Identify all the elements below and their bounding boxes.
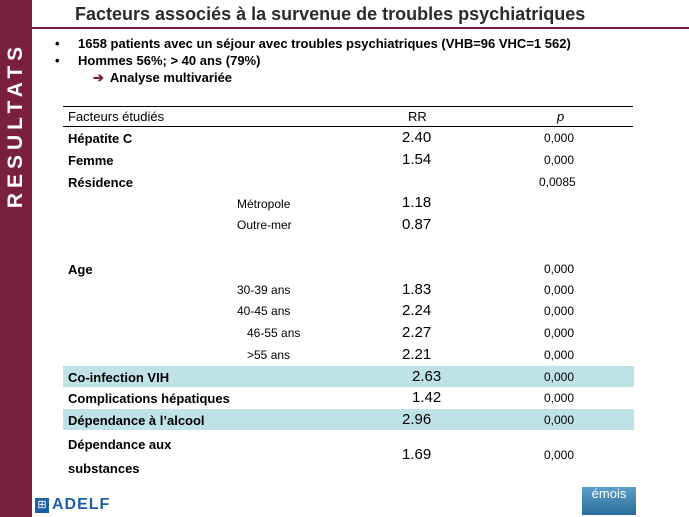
rr-value: 1.18 <box>402 194 432 211</box>
header-rr: RR <box>408 109 427 124</box>
sub-point-text: Analyse multivariée <box>109 70 233 85</box>
sub-point <box>55 69 571 86</box>
rr-value: 0.87 <box>402 216 432 233</box>
p-value: 0,000 <box>544 283 575 297</box>
p-value: 0,000 <box>544 326 575 340</box>
bullet-item <box>55 52 571 69</box>
rr-value: 1.69 <box>402 446 432 463</box>
rr-value: 2.96 <box>402 411 432 428</box>
rr-value: 2.27 <box>402 324 432 341</box>
bullet-item <box>55 35 571 52</box>
row-label-age: Age <box>68 262 93 277</box>
row-label-age-46-55: 46-55 ans <box>247 326 301 340</box>
p-value: 0,000 <box>544 348 575 362</box>
p-value: 0,0085 <box>539 175 576 189</box>
p-value: 0,000 <box>544 304 575 318</box>
row-label-substances-line2: substances <box>68 461 140 476</box>
rr-value: 2.63 <box>412 368 442 385</box>
p-value: 0,000 <box>544 262 575 276</box>
bullet-dot: • <box>55 53 60 68</box>
bullet-dot: • <box>55 36 60 51</box>
p-value: 0,000 <box>544 413 575 427</box>
adelf-logo-text: ADELF <box>52 496 111 513</box>
p-value: 0,000 <box>544 370 575 384</box>
row-label-residence: Résidence <box>68 175 134 190</box>
p-value: 0,000 <box>544 448 575 462</box>
p-value: 0,000 <box>544 131 575 145</box>
sidebar-band <box>0 0 32 517</box>
header-p: p <box>557 109 565 124</box>
row-label-substances-line1: Dépendance aux <box>68 437 172 452</box>
rr-value: 1.54 <box>402 151 432 168</box>
p-value: 0,000 <box>544 153 575 167</box>
table-top-rule <box>63 106 633 107</box>
section-label: RESULTATS <box>4 41 27 209</box>
row-label-age-40-45: 40-45 ans <box>237 304 291 318</box>
row-label-vih: Co-infection VIH <box>68 370 170 385</box>
adelf-logo <box>35 496 110 514</box>
emois-logo <box>582 487 636 515</box>
row-label-age-55: >55 ans <box>247 348 291 362</box>
bullet-text: Hommes 56%; > 40 ans (79%) <box>78 53 261 68</box>
arrow-icon: ➔ <box>93 70 104 85</box>
header-factor: Facteurs étudiés <box>68 109 165 124</box>
rr-value: 1.83 <box>402 281 432 298</box>
rr-value: 2.40 <box>402 129 432 146</box>
bullet-list <box>55 35 571 86</box>
row-label-alcool: Dépendance à l’alcool <box>68 413 205 428</box>
p-value: 0,000 <box>544 391 575 405</box>
rr-value: 2.24 <box>402 302 432 319</box>
rr-value: 1.42 <box>412 389 442 406</box>
bullet-text: 1658 patients avec un séjour avec troubles psychiatriques (VHB=96 VHC=1 562) <box>78 36 571 51</box>
table-header-rule <box>63 126 633 127</box>
rr-value: 2.21 <box>402 346 432 363</box>
row-label-metropole: Métropole <box>237 197 291 211</box>
row-label-outremer: Outre-mer <box>237 218 292 232</box>
slide-title: Facteurs associés à la survenue de troubles psychiatriques <box>75 4 586 24</box>
emois-logo-text: émois <box>591 486 627 501</box>
row-label-femme: Femme <box>68 153 114 168</box>
adelf-mark-icon: ⊞ <box>35 498 49 513</box>
row-label-hepatite: Hépatite C <box>68 131 133 146</box>
row-label-age-30-39: 30-39 ans <box>237 283 291 297</box>
title-divider <box>32 27 689 29</box>
row-label-complications: Complications hépatiques <box>68 391 230 406</box>
